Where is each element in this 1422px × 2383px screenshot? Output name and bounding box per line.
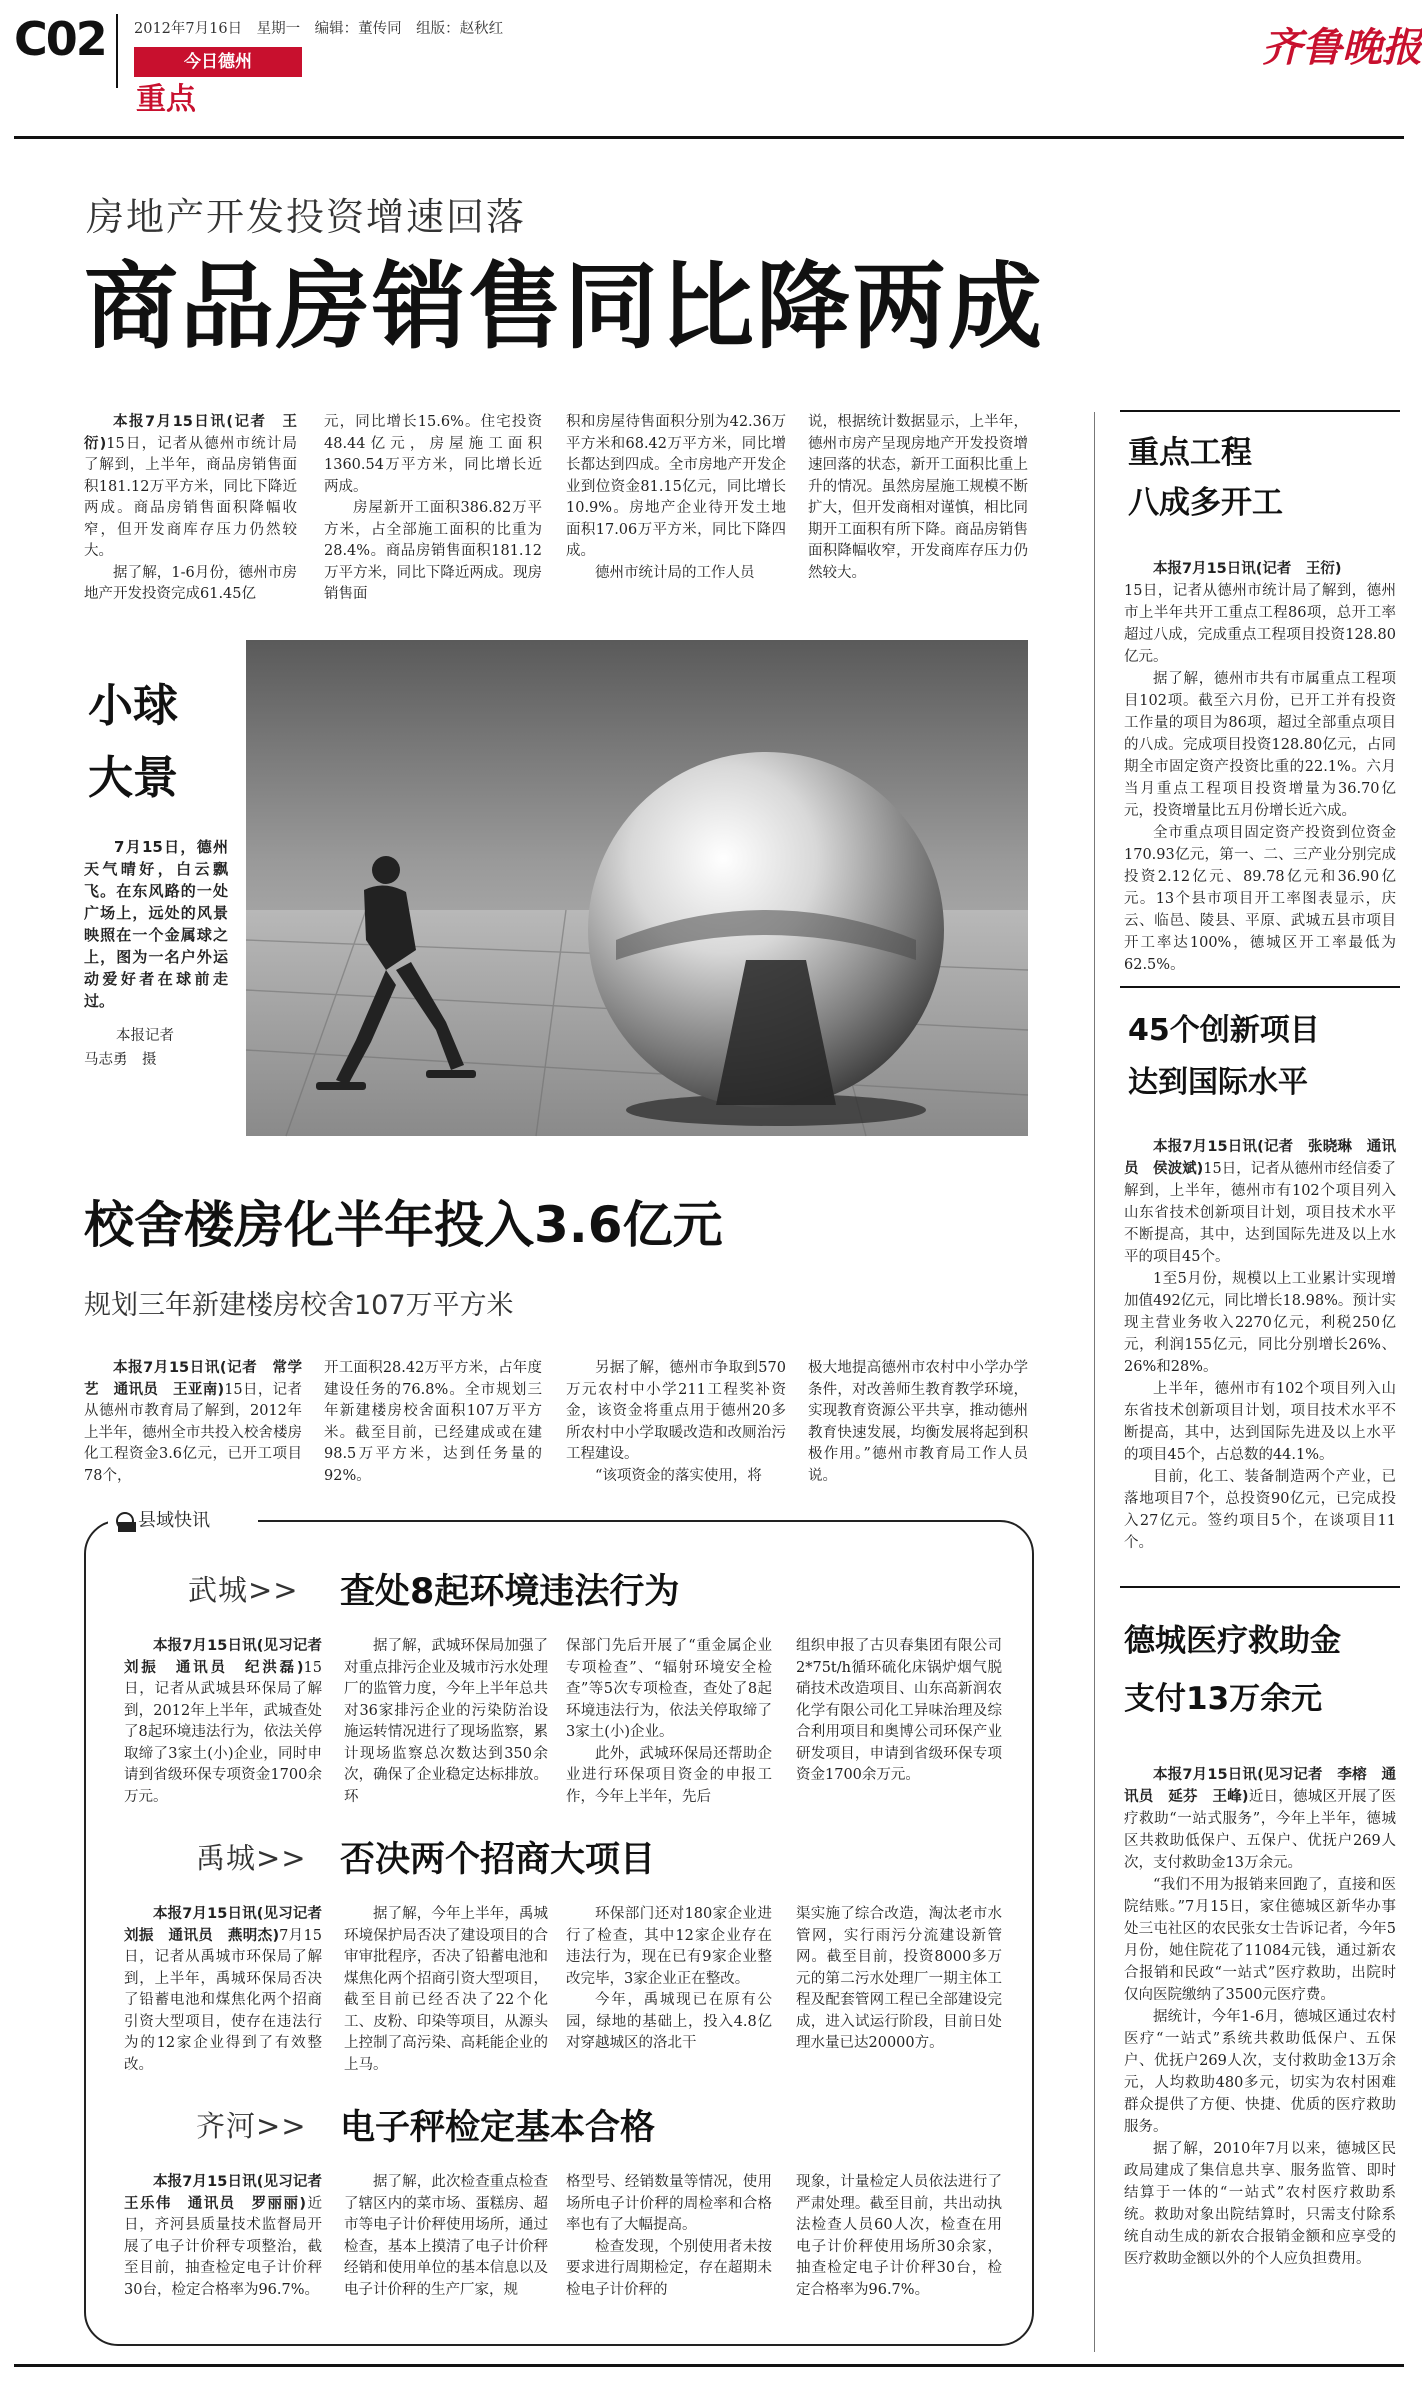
sidebar-story-3-p2: “我们不用为报销来回跑了，直接和医院结账。”7月15日，家住德城区新华办事处三屯社区的农民张女士告诉记者，今年5月份，她住院花了11084元钱，通过新农合报销和民政“一站式”医疗救助，出院时仅向医院缴纳了3500元医疗费。 [1124,1877,1396,2003]
sidebar-story-2-p1: 15日，记者从德州市经信委了解到，上半年，德州市有102个项目列入山东省技术创新项目计划，项目技术水平不断提高，其中，达到国际先进及以上水平的项目45个。 [1124,1161,1396,1265]
sidebar-story-2-p4: 目前，化工、装备制造两个产业，已落地项目7个，总投资90亿元，已完成投入27亿元。签约项目5个，在谈项目11个。 [1124,1469,1396,1551]
sidebar-rule-top [1120,410,1400,412]
yucheng-col-1 [124,1904,337,2084]
photo-credit-label: 本报记者 [116,1028,174,1044]
wucheng-col-3-text: 保部门先后开展了“重金属企业专项检查”、“辐射环境安全检查”等5次专项检查，查处了8起环境违法行为，依法关停取缔了3家土(小)企业。 [566,1638,772,1740]
qihe-col-4-text: 现象，计量检定人员依法进行了严肃处理。截至目前，共出动执法检查人员60人次，检查在用电子计价秤使用场所30余家，抽查检定电子计价秤30台，检定合格率为96.7%。 [796,2174,1002,2298]
qihe-col-1 [124,2172,337,2326]
lead-col-4-text: 说，根据统计数据显示，上半年，德州市房产呈现房地产开发投资增速回落的状态，新开工面积比重上升的情况。虽然房屋施工规模不断扩大，但开发商相对谨慎，相比同期开工面积有所下降。商品房销售面积降幅收窄，开发商库存压力仍然较大。 [808,414,1028,581]
sidebar-story-3-title-1: 德城医疗救助金 [1124,1623,1341,1659]
sidebar-story-3-p4: 据了解，2010年7月以来，德城区民政局建成了集信息共享、服务监管、即时结算于一体的“一站式”农村医疗救助系统。救助对象出院结算时，只需支付除系统自动生成的新农合报销金额和应享受的医疗救助金额以外的个人应负担费用。 [1124,2141,1396,2267]
sidebar-story-1-byline: 本报7月15日讯(记者 王衍) [1153,561,1342,577]
yucheng-byline: 本报7月15日讯(见习记者 刘振 通讯员 燕明杰) [124,1906,337,1944]
page-number: C02 [14,12,106,66]
sidebar-story-2-title-1: 45个创新项目 [1128,1013,1320,1048]
county-city-yucheng: 禹城>> [196,1841,307,1875]
lead-col-3-text: 积和房屋待售面积分别为42.36万平方米和68.42万平方米，同比增长都达到四成。全市房地产开发企业到位资金81.15亿元，同比增长10.9%。房地产企业待开发土地面积17.06万平方米，同比下降四成。 [566,414,786,559]
lead-col-1-p2: 据了解，1-6月份，德州市房地产开发投资完成61.45亿 [84,564,297,602]
qihe-col-3-p2: 检查发现，个别使用者未按要求进行周期检定，存在超期未检电子计价秤的 [566,2238,772,2298]
footer-rule [14,2364,1404,2367]
sidebar-story-3-p3: 据统计，今年1-6月，德城区通过农村医疗“一站式”系统共救助低保户、五保户、优抚户269人次，支付救助金13万余元，人均救助480多元，切实为农村困难群众提供了方便、快捷、优质的医疗救助服务。 [1124,2009,1396,2135]
wucheng-col-3-p2: 此外，武城环保局还帮助企业进行环保项目资金的申报工作，今年上半年，先后 [566,1745,772,1805]
qihe-byline: 本报7月15日讯(见习记者 王乐伟 通讯员 罗丽丽) [124,2174,337,2212]
sidebar-story-2-p2: 1至5月份，规模以上工业累计实现增加值492亿元，同比增长18.98%。预计实现主营业务收入2270亿元，利税250亿元，利润155亿元，同比分别增长26%、26%和28%。 [1124,1271,1396,1375]
qihe-col-2 [344,2172,548,2326]
sidebar-story-3-title-2: 支付13万余元 [1124,1681,1323,1717]
school-col-1 [84,1358,302,1490]
yucheng-col-3 [566,1904,772,2084]
county-city-qihe: 齐河>> [196,2109,307,2143]
lead-kicker: 房地产开发投资增速回落 [86,195,527,239]
wucheng-col-4 [796,1636,1002,1816]
county-headline-wucheng: 查处8起环境违法行为 [340,1572,680,1612]
school-col-3-text: 另据了解，德州市争取到570万元农村中小学211工程奖补资金，该资金将重点用于德州20多所农村中小学取暖改造和改厕治污工程建设。 [566,1360,786,1462]
photo-caption: 7月15日，德州天气晴好，白云飘飞。在东风路的一处广场上，远处的风景映照在一个金属球之上，图为一名户外运动爱好者在球前走过。 [84,838,228,1010]
sidebar-story-1-p1: 15日，记者从德州市统计局了解到，德州市上半年共开工重点工程86项，总开工率超过八成，完成重点工程项目投资128.80亿元。 [1124,583,1396,665]
qihe-col-3-text: 格型号、经销数量等情况，使用场所电子计价秤的周检率和合格率也有了大幅提高。 [566,2174,772,2233]
lead-col-4 [808,412,1028,592]
sidebar-story-1-title-2: 八成多开工 [1128,485,1283,521]
school-headline: 校舍楼房化半年投入3.6亿元 [84,1196,723,1254]
lead-headline: 商品房销售同比降两成 [84,253,1045,362]
school-col-2-text: 开工面积28.42万平方米，占年度建设任务的76.8%。全市规划三年新建楼房校舍面积107万平方米。截至目前，已经建成或在建98.5万平方米，达到任务量的92%。 [324,1360,542,1484]
wucheng-col-4-text: 组织申报了古贝春集团有限公司2*75t/h循环硫化床锅炉烟气脱硝技术改造项目、山东高新润农化学有限公司化工异味治理及综合利用项目和奥博公司环保产业研发项目，申请到省级环保专项资金1700余万元。 [796,1638,1002,1783]
lead-col-2-text: 元，同比增长15.6%。住宅投资48.44亿元，房屋施工面积1360.54万平方米，同比增长近两成。 [324,414,542,495]
section-tag: 今日德州 [134,47,302,77]
photo-title-2: 大景 [88,751,179,804]
sidebar-story-3-p1: 近日，德城区开展了医疗救助“一站式服务”，今年上半年，德城区共救助低保户、五保户、优抚户269人次，支付救助金13万余元。 [1124,1789,1396,1871]
sidebar-story-1-p3: 全市重点项目固定资产投资到位资金170.93亿元，第一、二、三产业分别完成投资2.12亿元、89.78亿元和36.90亿元。13个县市项目开工率图表显示，庆云、临邑、陵县、平原、武城五县市项目开工率达100%，德城区开工率最低为62.5%。 [1124,825,1396,973]
qihe-col-1-text: 近日，齐河县质量技术监督局开展了电子计价秤专项整治，截至目前，抽查检定电子计价秤30台，检定合格率为96.7%。 [124,2195,322,2298]
school-col-4-text: 极大地提高德州市农村中小学办学条件，对改善师生教育教学环境，实现教育资源公平共享，推动德州教育快速发展，均衡发展将起到积极作用。”德州市教育局工作人员说。 [808,1360,1028,1484]
qihe-col-3 [566,2172,772,2326]
photo-credit-name: 马志勇 摄 [84,1052,157,1068]
lead-col-1-text: 15日，记者从德州市统计局了解到，上半年，商品房销售面积181.12万平方米，同比下降近两成。商品房销售面积降幅收窄，但开发商库存压力仍然较大。 [84,435,297,559]
sidebar-story-2-body [1124,1136,1396,1572]
wucheng-col-2-text: 据了解，武城环保局加强了对重点排污企业及城市污水处理厂的监管力度，今年上半年总共对36家排污企业的污染防治设施运转情况进行了现场监察，累计现场监察总次数达到350余次，确保了企业稳定达标排放。环 [344,1638,548,1805]
yucheng-col-3-p2: 今年，禹城现已在原有公园，绿地的基础上，投入4.8亿对穿越城区的洛北干 [566,1992,772,2051]
newspaper-logo: 齐鲁晚报 [1262,24,1422,71]
sidebar-rule [1094,412,1095,2352]
sidebar-story-3-byline: 本报7月15日讯(见习记者 李榕 通讯员 延芬 王峰) [1124,1767,1396,1805]
school-col-1-text: 15日，记者从德州市教育局了解到，2012年上半年，德州全市共投入校舍楼房化工程资金3.6亿元，已开工项目78个， [84,1381,302,1484]
photo-image [246,640,1028,1136]
lead-col-2 [324,412,542,602]
header-rule [14,136,1404,139]
county-title-icon [116,1512,134,1530]
sidebar-story-1-body [1124,558,1396,976]
yucheng-col-4 [796,1904,1002,2084]
school-col-4 [808,1358,1028,1490]
yucheng-col-2 [344,1904,548,2084]
lead-byline: 本报7月15日讯(记者 王衍) [84,414,297,452]
county-headline-yucheng: 否决两个招商大项目 [340,1840,656,1880]
section-title: 重点 [136,82,196,117]
wucheng-byline: 本报7月15日讯(见习记者 刘振 通讯员 纪洪磊) [124,1638,337,1676]
yucheng-col-3-text: 环保部门还对180家企业进行了检查，其中12家企业存在违法行为，现在已有9家企业整改完毕，3家企业正在整改。 [566,1906,772,1987]
sidebar-story-1-p2: 据了解，德州市共有市属重点工程项目102项。截至六月份，已开工并有投资工作量的项目为86项，超过全部重点项目的八成。完成项目投资128.80亿元，占同期全市固定资产投资比重的22.1%。六月当月重点工程项目投资增量为36.70亿元，投资增量比五月份增长近六成。 [1124,671,1396,819]
yucheng-col-2-text: 据了解，今年上半年，禹城环境保护局否决了建设项目的合审审批程序，否决了铅蓄电池和煤焦化两个招商引资大型项目，截至目前已经否决了22个化工、皮粉、印染等项目，从源头上控制了高污染、高耗能企业的上马。 [344,1906,548,2073]
school-byline: 本报7月15日讯(记者 常学艺 通讯员 王亚南) [84,1360,302,1398]
school-subtitle: 规划三年新建楼房校舍107万平方米 [84,1290,514,1321]
qihe-col-4 [796,2172,1002,2326]
photo-title-1: 小球 [88,679,179,732]
sidebar-rule-3 [1120,1586,1400,1588]
sidebar-story-2-p3: 上半年，德州市有102个项目列入山东省技术创新项目计划，项目技术水平不断提高，其中，达到国际先进及以上水平的项目45个，占总数的44.1%。 [1124,1381,1396,1463]
header-meta: 2012年7月16日 星期一 编辑：董传同 组版：赵秋红 [134,21,504,37]
header-divider [116,14,118,88]
wucheng-col-1 [124,1636,337,1816]
school-col-3 [566,1358,786,1490]
school-col-3-p2: “该项资金的落实使用，将 [595,1467,762,1484]
sidebar-story-2-byline: 本报7月15日讯(记者 张晓琳 通讯员 侯波斌) [1124,1139,1396,1177]
sidebar-story-1-title-1: 重点工程 [1128,435,1252,471]
wucheng-col-2 [344,1636,548,1816]
county-title: 县域快讯 [138,1510,210,1531]
wucheng-col-3 [566,1636,772,1816]
yucheng-col-4-text: 渠实施了综合改造，淘汰老市水管网，实行雨污分流建设新管网。截至目前，投资8000多万元的第二污水处理厂一期主体工程及配套管网工程已全部建设完成，进入试运行阶段，目前日处理水量已达20000方。 [796,1906,1002,2051]
lead-col-3 [566,412,786,592]
sidebar-story-3-body [1124,1764,1396,2344]
lead-col-2-p2: 房屋新开工面积386.82万平方米，占全部施工面积的比重为28.4%。商品房销售面积181.12万平方米，同比下降近两成。现房销售面 [324,500,542,602]
yucheng-col-1-text: 7月15日，记者从禹城市环保局了解到，上半年，禹城环保局否决了铅蓄电池和煤焦化两个招商引资大型项目，使存在违法行为的12家企业得到了有效整改。 [124,1927,322,2073]
lead-col-3-p2: 德州市统计局的工作人员 [595,564,755,581]
lead-col-1 [84,412,297,602]
sidebar-story-2-title-2: 达到国际水平 [1128,1065,1308,1100]
wucheng-col-1-text: 15日，记者从武城县环保局了解到，2012年上半年，武城查处了8起环境违法行为，依法关停取缔了3家土(小)企业，同时申请到省级环保专项资金1700余万元。 [124,1659,322,1805]
metal-ball-photo [246,640,1028,1136]
county-city-wucheng: 武城>> [188,1573,299,1607]
qihe-col-2-text: 据了解，此次检查重点检查了辖区内的菜市场、蛋糕房、超市等电子计价秤使用场所，通过检查，基本上摸清了电子计价秤经销和使用单位的基本信息以及电子计价秤的生产厂家，规 [344,2174,548,2298]
school-col-2 [324,1358,542,1490]
sidebar-rule-2 [1120,986,1400,988]
county-headline-qihe: 电子秤检定基本合格 [340,2108,656,2148]
